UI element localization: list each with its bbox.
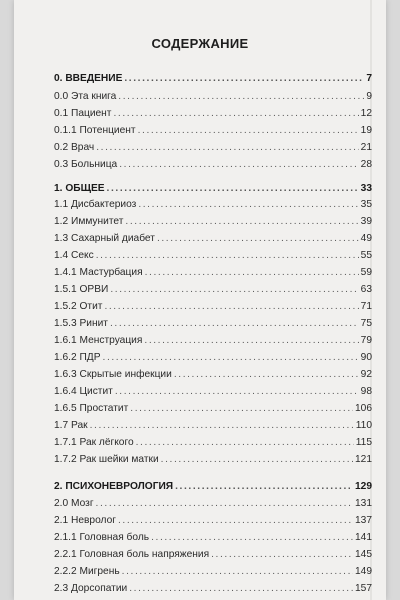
toc-entry-page-number: 19 xyxy=(360,125,372,136)
dot-leader xyxy=(136,436,354,449)
toc-entry-page-number: 131 xyxy=(355,498,372,509)
toc-entry-label: 1.7.1 Рак лёгкого xyxy=(54,437,134,448)
dot-leader xyxy=(122,565,353,578)
toc-entry-page-number: 92 xyxy=(360,369,372,380)
toc-entry xyxy=(54,453,372,466)
dot-leader xyxy=(113,107,358,120)
dot-leader xyxy=(110,283,358,296)
toc-entry-label: 0.0 Эта книга xyxy=(54,91,117,102)
dot-leader xyxy=(130,402,353,415)
toc-entry-page-number: 35 xyxy=(360,199,372,210)
toc-entry-page-number: 145 xyxy=(355,549,372,560)
dot-leader xyxy=(118,90,364,103)
toc-entry xyxy=(54,317,372,330)
toc-entry-page-number: 63 xyxy=(360,284,372,295)
dot-leader xyxy=(138,124,359,137)
dot-leader xyxy=(151,531,353,544)
toc-entry-label: 1.6.5 Простатит xyxy=(54,403,129,414)
page-title: СОДЕРЖАНИЕ xyxy=(151,36,249,51)
toc-entry-label: 1.1 Дисбактериоз xyxy=(54,199,137,210)
dot-leader xyxy=(110,317,359,330)
section-heading-entry xyxy=(54,480,372,493)
dot-leader xyxy=(96,141,358,154)
toc-entry-label: 0.2 Врач xyxy=(54,142,95,153)
dot-leader xyxy=(125,215,358,228)
toc-entry-label: 1.7.2 Рак шейки матки xyxy=(54,454,159,465)
toc-entry xyxy=(54,141,372,154)
dot-leader xyxy=(96,497,353,510)
dot-leader xyxy=(174,368,359,381)
toc-entry xyxy=(54,402,372,415)
toc-entry-label: 2.2.2 Мигрень xyxy=(54,566,120,577)
toc-entry xyxy=(54,215,372,228)
dot-leader xyxy=(157,232,359,245)
toc-entry xyxy=(54,385,372,398)
toc-entry xyxy=(54,436,372,449)
toc-entry-page-number: 9 xyxy=(366,91,372,102)
dot-leader xyxy=(96,249,359,262)
toc-entry-page-number: 7 xyxy=(366,73,372,84)
dot-leader xyxy=(115,385,359,398)
toc-entry-label: 0.1.1 Потенциент xyxy=(54,125,136,136)
toc-entry-page-number: 121 xyxy=(355,454,372,465)
toc-entry-label: 2.3 Дорсопатии xyxy=(54,583,128,594)
toc-entry-label: 1.7 Рак xyxy=(54,420,88,431)
toc-entry-label: 2.0 Мозг xyxy=(54,498,94,509)
toc-entry xyxy=(54,107,372,120)
toc-entry-page-number: 71 xyxy=(360,301,372,312)
toc-entry-label: 0. ВВЕДЕНИЕ xyxy=(54,73,123,84)
toc-entry xyxy=(54,158,372,171)
toc-entry-label: 1.5.3 Ринит xyxy=(54,318,108,329)
toc-entry-page-number: 49 xyxy=(360,233,372,244)
toc-entry-label: 1.6.1 Менструация xyxy=(54,335,143,346)
dot-leader xyxy=(138,198,358,211)
toc-entry-page-number: 149 xyxy=(355,566,372,577)
toc-entry xyxy=(54,419,372,432)
toc-entry xyxy=(54,283,372,296)
toc-entry-page-number: 75 xyxy=(360,318,372,329)
toc-entry-label: 1.3 Сахарный диабет xyxy=(54,233,155,244)
toc-entry xyxy=(54,531,372,544)
toc-entry xyxy=(54,514,372,527)
toc-entry-page-number: 157 xyxy=(355,583,372,594)
toc-entry-label: 2. ПСИХОНЕВРОЛОГИЯ xyxy=(54,481,174,492)
toc-entry-label: 1.2 Иммунитет xyxy=(54,216,124,227)
dot-leader xyxy=(104,300,358,313)
table-of-contents xyxy=(14,0,386,600)
toc-entry-label: 1.5.2 Отит xyxy=(54,301,103,312)
toc-entry xyxy=(54,497,372,510)
toc-entry xyxy=(54,582,372,595)
toc-entry-page-number: 21 xyxy=(360,142,372,153)
dot-leader xyxy=(119,158,358,171)
toc-entry xyxy=(54,124,372,137)
dot-leader xyxy=(90,419,354,432)
toc-entry xyxy=(54,300,372,313)
toc-entry-label: 2.1 Невролог xyxy=(54,515,116,526)
dot-leader xyxy=(145,266,359,279)
toc-entry-label: 1.4 Секс xyxy=(54,250,94,261)
toc-entry-page-number: 28 xyxy=(360,159,372,170)
toc-entry-label: 1.4.1 Мастурбация xyxy=(54,267,143,278)
dot-leader xyxy=(175,480,353,493)
toc-entry xyxy=(54,351,372,364)
toc-entry-page-number: 59 xyxy=(360,267,372,278)
toc-entry-label: 1.6.2 ПДР xyxy=(54,352,101,363)
toc-entry-label: 1.6.3 Скрытые инфекции xyxy=(54,369,172,380)
toc-entry xyxy=(54,232,372,245)
toc-entry xyxy=(54,368,372,381)
toc-entry xyxy=(54,565,372,578)
toc-entry-page-number: 106 xyxy=(355,403,372,414)
toc-entry xyxy=(54,198,372,211)
toc-entry-page-number: 98 xyxy=(360,386,372,397)
toc-entry-page-number: 137 xyxy=(355,515,372,526)
toc-entry-label: 1.5.1 ОРВИ xyxy=(54,284,109,295)
dot-leader xyxy=(103,351,359,364)
toc-entry-page-number: 129 xyxy=(355,481,372,492)
toc-entry-page-number: 110 xyxy=(355,420,372,431)
toc-entry-page-number: 33 xyxy=(360,183,372,194)
toc-entry xyxy=(54,266,372,279)
toc-entry-page-number: 90 xyxy=(360,352,372,363)
toc-entry-label: 0.3 Больница xyxy=(54,159,118,170)
toc-entry-page-number: 79 xyxy=(360,335,372,346)
section-heading-entry xyxy=(54,182,372,195)
toc-entry-label: 1. ОБЩЕЕ xyxy=(54,183,105,194)
dot-leader xyxy=(107,182,359,195)
toc-entry-page-number: 55 xyxy=(360,250,372,261)
dot-leader xyxy=(161,453,353,466)
toc-entry-label: 0.1 Пациент xyxy=(54,108,112,119)
toc-entry xyxy=(54,334,372,347)
toc-entry-page-number: 39 xyxy=(360,216,372,227)
dot-leader xyxy=(129,582,353,595)
toc-entry-label: 1.6.4 Цистит xyxy=(54,386,113,397)
toc-entry-page-number: 115 xyxy=(355,437,372,448)
dot-leader xyxy=(144,334,358,347)
toc-entry xyxy=(54,249,372,262)
dot-leader xyxy=(124,72,364,85)
section-heading-entry xyxy=(54,72,372,85)
dot-leader xyxy=(211,548,353,561)
toc-entry-label: 2.2.1 Головная боль напряжения xyxy=(54,549,210,560)
dot-leader xyxy=(118,514,353,527)
toc-entry xyxy=(54,90,372,103)
toc-entry xyxy=(54,548,372,561)
toc-entry-page-number: 141 xyxy=(355,532,372,543)
book-page xyxy=(14,0,386,600)
toc-entry-label: 2.1.1 Головная боль xyxy=(54,532,150,543)
toc-entry-page-number: 12 xyxy=(360,108,372,119)
